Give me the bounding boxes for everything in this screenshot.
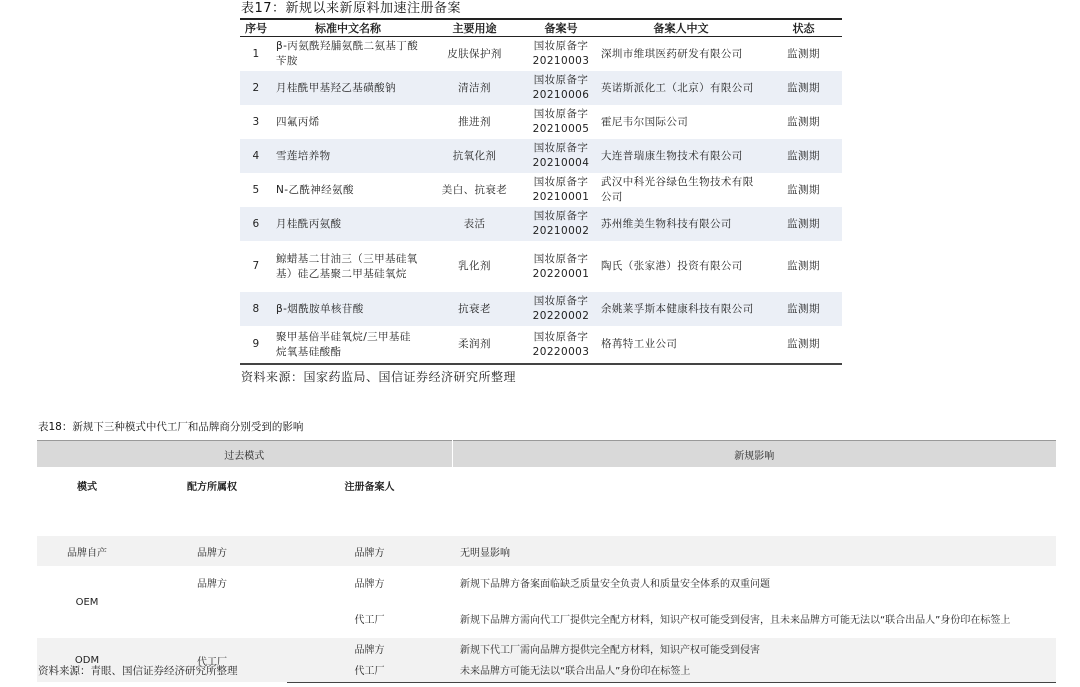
sub-header-blank bbox=[452, 467, 1056, 536]
cell-no: 2 bbox=[240, 71, 272, 105]
cell-registrant: 余姚莱孚斯本健康科技有限公司 bbox=[597, 292, 765, 326]
table17-title: 表17：新规以来新原料加速注册备案 bbox=[241, 1, 462, 16]
cell-status: 监测期 bbox=[765, 207, 842, 241]
sub-header-registrant: 注册备案人 bbox=[344, 482, 395, 493]
table17-section bbox=[240, 0, 842, 385]
cell-owner: 品牌方 bbox=[197, 578, 227, 590]
cell-status: 监测期 bbox=[765, 71, 842, 105]
table18-source-note: 资料来源：青眼、国信证券经济研究所整理 bbox=[38, 665, 238, 677]
cell-mode: ODM bbox=[37, 638, 137, 682]
col-header-status: 状态 bbox=[765, 19, 842, 37]
cell-registrant: 品牌方 bbox=[354, 578, 385, 590]
table-row bbox=[240, 207, 842, 241]
cell-no: 6 bbox=[240, 207, 272, 241]
table-row bbox=[240, 173, 842, 207]
cell-record: 国妆原备字20210003 bbox=[532, 40, 590, 67]
cell-mode: 品牌自产 bbox=[37, 536, 137, 566]
sub-header-mode: 模式 bbox=[77, 482, 97, 493]
table-row bbox=[240, 326, 842, 364]
cell-registrant: 霍尼韦尔国际公司 bbox=[601, 115, 689, 128]
cell-name: 鲸蜡基二甘油三（三甲基硅氧基）硅乙基聚二甲基硅氧烷 bbox=[276, 252, 418, 280]
cell-no: 9 bbox=[240, 326, 272, 364]
cell-record: 国妆原备字20220002 bbox=[525, 292, 597, 326]
cell-name: β-烟酰胺单核苷酸 bbox=[272, 292, 424, 326]
cell-impact: 未来品牌方可能无法以“联合出品人”身份印在标签上 bbox=[452, 658, 1056, 682]
cell-record: 国妆原备字20210005 bbox=[532, 108, 590, 135]
cell-impact: 新规下品牌方备案面临缺乏质量安全负责人和质量安全体系的双重问题 bbox=[460, 578, 770, 590]
cell-impact: 新规下品牌方需向代工厂提供完全配方材料，知识产权可能受到侵害，且未来品牌方可能无法以“联合出品人”身份印在标签上 bbox=[460, 614, 1011, 626]
table18-group-header-row bbox=[37, 441, 1056, 468]
col-header-no: 序号 bbox=[240, 19, 272, 37]
table18-title: 表18：新规下三种模式中代工厂和品牌商分别受到的影响 bbox=[38, 421, 304, 433]
group-header-impact: 新规影响 bbox=[452, 441, 1056, 468]
cell-record: 国妆原备字20210006 bbox=[525, 71, 597, 105]
table-row bbox=[37, 598, 1056, 638]
col-header-registrant: 备案人中文 bbox=[597, 19, 765, 37]
cell-record: 国妆原备字20210001 bbox=[532, 176, 590, 203]
cell-owner-empty bbox=[137, 598, 287, 638]
cell-registrant: 格苒特工业公司 bbox=[597, 326, 765, 364]
sub-header-formula-owner: 配方所属权 bbox=[187, 482, 237, 493]
col-header-record: 备案号 bbox=[525, 19, 597, 37]
cell-registrant: 品牌方 bbox=[287, 536, 452, 566]
cell-registrant: 大连普瑞康生物技术有限公司 bbox=[597, 139, 765, 173]
group-header-past: 过去模式 bbox=[37, 441, 452, 468]
cell-registrant: 品牌方 bbox=[287, 638, 452, 658]
cell-record: 国妆原备字20210002 bbox=[525, 207, 597, 241]
cell-name: 雪莲培养物 bbox=[272, 139, 424, 173]
cell-impact: 新规下代工厂需向品牌方提供完全配方材料，知识产权可能受到侵害 bbox=[452, 638, 1056, 658]
table-row bbox=[240, 37, 842, 72]
cell-name: 月桂酰甲基羟乙基磺酸钠 bbox=[272, 71, 424, 105]
table17-source-note: 资料来源：国家药监局、国信证券经济研究所整理 bbox=[241, 370, 517, 384]
col-header-use: 主要用途 bbox=[424, 19, 525, 37]
table18 bbox=[37, 440, 1056, 683]
cell-name: β-丙氨酰羟脯氨酰二氨基丁酸苄胺 bbox=[276, 40, 419, 67]
cell-registrant: 苏州维美生物科技有限公司 bbox=[597, 207, 765, 241]
table-row bbox=[37, 566, 1056, 598]
table-row bbox=[37, 638, 1056, 658]
cell-no: 1 bbox=[252, 47, 260, 60]
cell-name: N-乙酰神经氨酸 bbox=[276, 183, 354, 196]
cell-no: 3 bbox=[252, 115, 260, 128]
cell-use: 抗氧化剂 bbox=[424, 139, 525, 173]
cell-use: 柔润剂 bbox=[424, 326, 525, 364]
cell-status: 监测期 bbox=[787, 183, 820, 196]
cell-impact: 无明显影响 bbox=[452, 536, 1056, 566]
cell-name: 月桂酰丙氨酸 bbox=[272, 207, 424, 241]
cell-registrant: 武汉中科光谷绿色生物技术有限公司 bbox=[601, 176, 754, 203]
table-row bbox=[240, 139, 842, 173]
cell-record: 国妆原备字20220001 bbox=[532, 252, 590, 280]
table18-sub-header-row bbox=[37, 467, 1056, 536]
cell-use: 抗衰老 bbox=[424, 292, 525, 326]
table-row bbox=[240, 292, 842, 326]
cell-record: 国妆原备字20220003 bbox=[525, 326, 597, 364]
cell-owner: 代工厂 bbox=[137, 638, 287, 682]
cell-use: 美白、抗衰老 bbox=[441, 183, 508, 196]
table-row bbox=[240, 105, 842, 139]
cell-status: 监测期 bbox=[787, 115, 820, 128]
cell-registrant: 代工厂 bbox=[287, 658, 452, 682]
cell-owner: 品牌方 bbox=[137, 536, 287, 566]
cell-status: 监测期 bbox=[765, 139, 842, 173]
cell-no: 4 bbox=[240, 139, 272, 173]
table-row bbox=[240, 71, 842, 105]
cell-status: 监测期 bbox=[787, 260, 820, 272]
cell-record: 国妆原备字20210004 bbox=[525, 139, 597, 173]
table17 bbox=[240, 18, 842, 365]
cell-no: 5 bbox=[252, 183, 260, 196]
col-header-name: 标准中文名称 bbox=[272, 19, 424, 37]
cell-use: 推进剂 bbox=[458, 115, 491, 128]
cell-status: 监测期 bbox=[765, 292, 842, 326]
cell-use: 清洁剂 bbox=[424, 71, 525, 105]
cell-use: 表活 bbox=[424, 207, 525, 241]
cell-name: 聚甲基倍半硅氧烷/三甲基硅烷氧基硅酸酯 bbox=[272, 326, 424, 364]
table-row bbox=[37, 536, 1056, 566]
cell-use: 乳化剂 bbox=[458, 260, 491, 272]
cell-use: 皮肤保护剂 bbox=[447, 47, 502, 60]
table17-header-row bbox=[240, 19, 842, 37]
cell-name: 四氟丙烯 bbox=[276, 115, 320, 128]
cell-status: 监测期 bbox=[787, 47, 820, 60]
cell-status: 监测期 bbox=[765, 326, 842, 364]
cell-no: 7 bbox=[252, 260, 260, 272]
cell-registrant: 深圳市维琪医药研发有限公司 bbox=[601, 47, 743, 60]
table-row bbox=[240, 241, 842, 292]
cell-registrant: 英诺斯派化工（北京）有限公司 bbox=[597, 71, 765, 105]
cell-registrant: 陶氏（张家港）投资有限公司 bbox=[601, 260, 743, 272]
cell-mode: OEM bbox=[75, 596, 99, 608]
cell-no: 8 bbox=[240, 292, 272, 326]
cell-registrant: 代工厂 bbox=[354, 614, 385, 626]
